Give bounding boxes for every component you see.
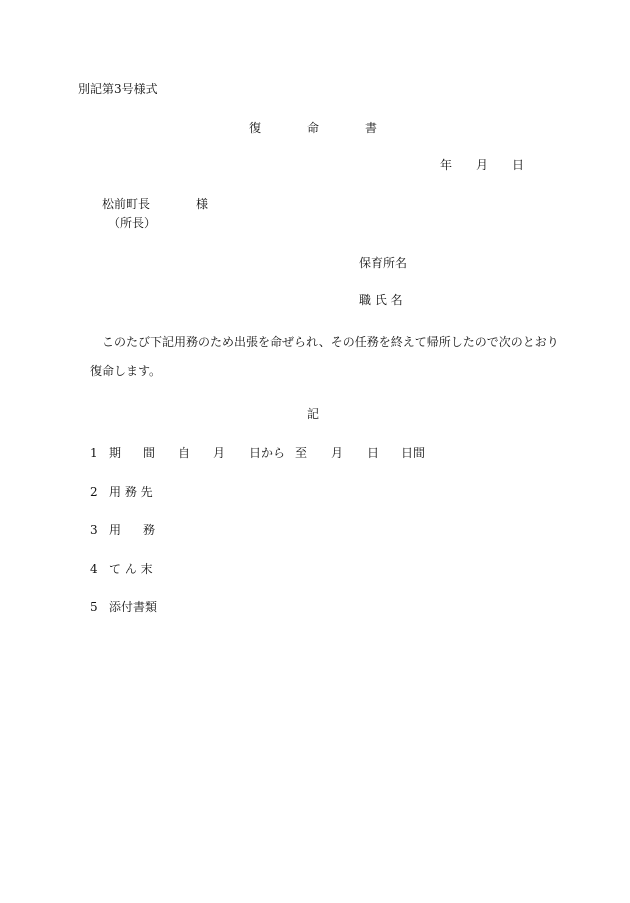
title-char-1: 復	[249, 121, 262, 135]
period-days: 日間	[401, 446, 426, 460]
item-label-part: 期	[109, 446, 122, 460]
addressee-alt: （所長）	[108, 216, 157, 230]
addressee-honorific: 様	[196, 197, 209, 211]
item-label: 添付書類	[109, 600, 158, 614]
body-text-line-2: 復命します。	[90, 364, 162, 378]
facility-name-label: 保育所名	[359, 256, 408, 270]
addressee-name: 松前町長	[102, 197, 151, 211]
date-line	[0, 158, 630, 172]
body-text-line-1: このたび下記用務のため出張を命ぜられ、その任務を終えて帰所したので次のとおり	[102, 335, 559, 349]
title-char-2: 命	[307, 121, 320, 135]
period-to-day: 日	[367, 446, 380, 460]
item-number: 4	[90, 562, 98, 576]
item-number: 3	[90, 523, 98, 537]
item-number: 1	[90, 446, 98, 460]
item-business	[0, 523, 630, 537]
item-number: 2	[90, 485, 98, 499]
date-day: 日	[512, 158, 525, 172]
item-details	[0, 562, 630, 576]
item-number: 5	[90, 600, 98, 614]
item-label-part: 務	[143, 523, 156, 537]
item-label-part: 用	[109, 523, 122, 537]
item-label-part: 間	[143, 446, 156, 460]
period-from: 自	[178, 446, 191, 460]
period-from-month: 月	[213, 446, 226, 460]
record-heading: 記	[307, 407, 320, 421]
item-period	[0, 446, 630, 460]
item-attachments	[0, 600, 630, 614]
item-destination	[0, 485, 630, 499]
item-label: て ん 末	[109, 562, 153, 576]
document-title	[0, 121, 630, 135]
title-char-3: 書	[365, 121, 378, 135]
period-to: 至	[295, 446, 308, 460]
form-number: 別記第3号様式	[78, 82, 158, 96]
date-year: 年	[440, 158, 453, 172]
period-from-day: 日から	[249, 446, 286, 460]
period-to-month: 月	[331, 446, 344, 460]
staff-name-label: 職 氏 名	[359, 293, 403, 307]
item-label: 用 務 先	[109, 485, 153, 499]
addressee-line	[0, 197, 630, 211]
date-month: 月	[476, 158, 489, 172]
